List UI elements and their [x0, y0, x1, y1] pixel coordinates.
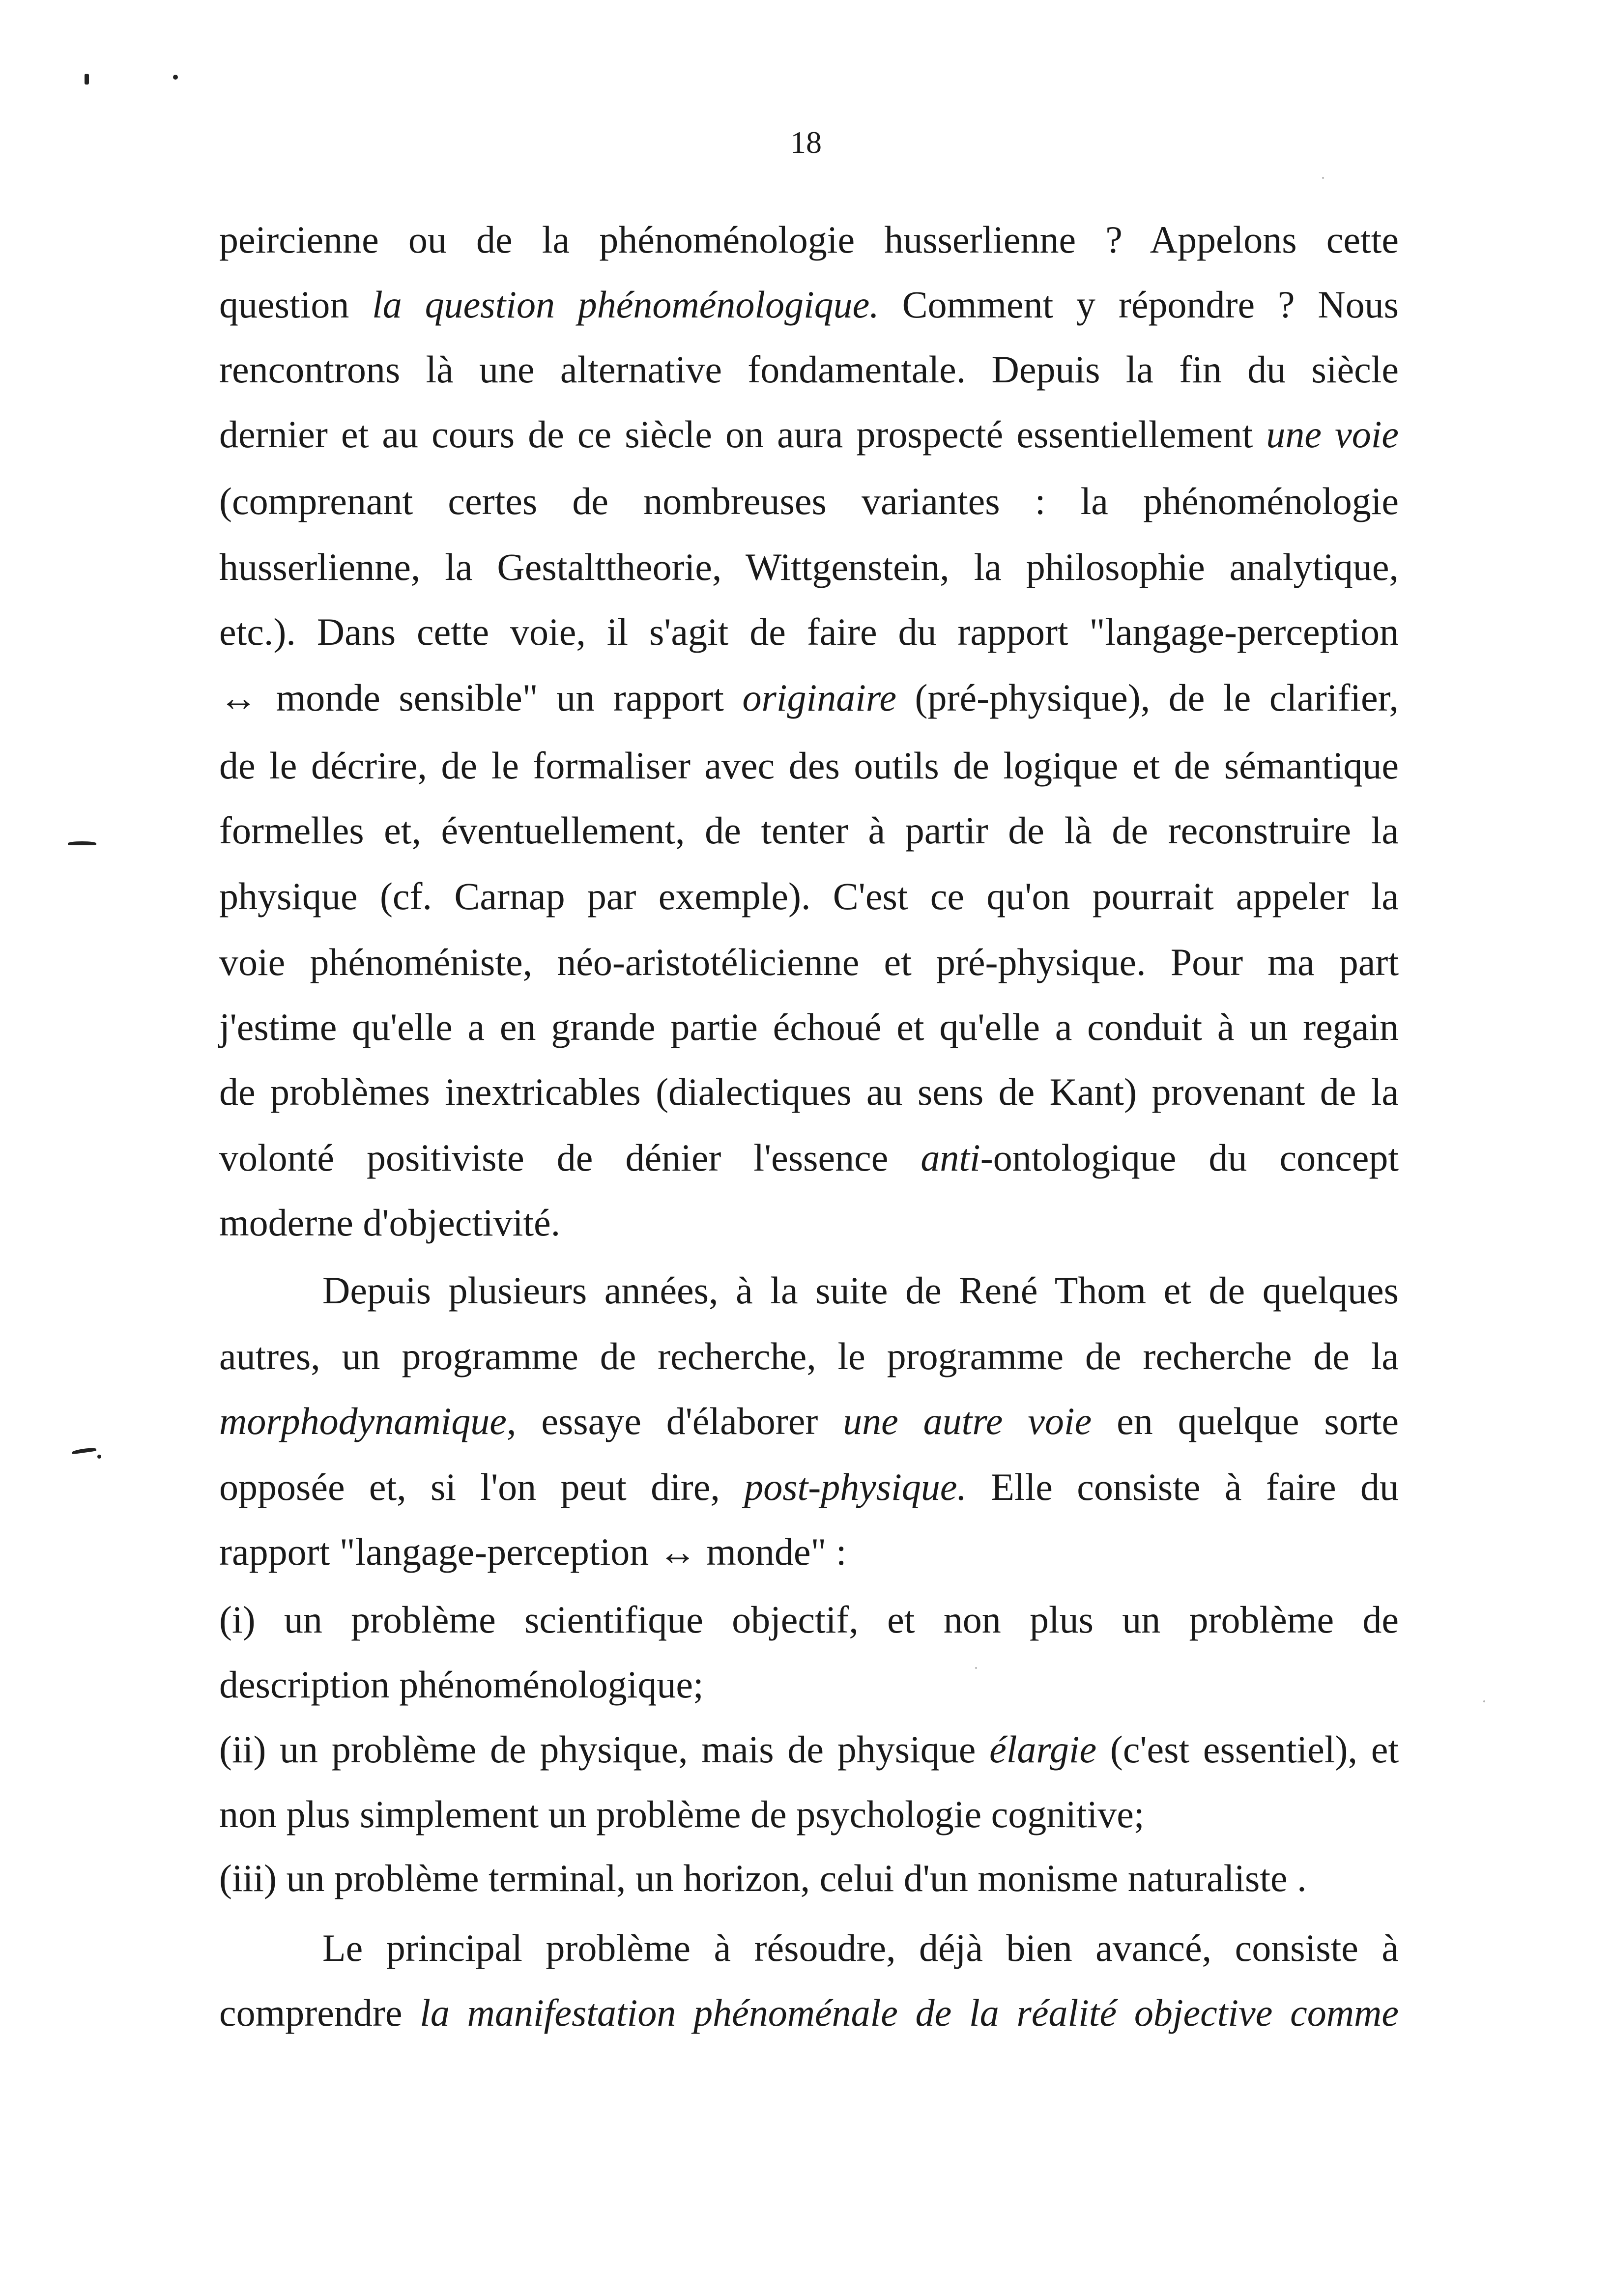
text-line — [219, 872, 1399, 921]
text-run: rencontrons là une alternative fondamentale. Depuis la fin du siècle — [219, 348, 1399, 391]
text-run: peircienne ou de la phénoménologie husserlienne ? Appelons cette — [219, 218, 1399, 261]
text-line — [219, 1854, 1399, 1903]
italic-text: morphodynamique — [219, 1400, 507, 1442]
italic-text: la question phénoménologique. — [372, 283, 879, 326]
text-run: de problèmes inextricables (dialectiques au sens de Kant) provenant de la — [219, 1070, 1399, 1113]
text-run: Le principal problème à résoudre, déjà bien avancé, consiste à — [322, 1926, 1399, 1969]
text-run: non plus simplement un problème de psychologie cognitive; — [219, 1793, 1145, 1836]
text-run: (ii) un problème de physique, mais de physique — [219, 1728, 990, 1771]
text-run: autres, un programme de recherche, le programme de recherche de la — [219, 1335, 1399, 1378]
text-run: , essaye d'élaborer — [506, 1400, 843, 1442]
text-line — [219, 673, 1399, 722]
scan-speck — [1322, 177, 1324, 179]
text-run: (c'est essentiel), et — [1096, 1728, 1399, 1771]
text-run: dernier et au cours de ce siècle on aura prospecté essentiellement — [219, 413, 1267, 456]
page-number: 18 — [790, 125, 822, 160]
text-line — [219, 1660, 1399, 1709]
text-run: moderne d'objectivité. — [219, 1201, 561, 1244]
text-run: voie phénoméniste, néo-aristotélicienne et pré-physique. Pour ma part — [219, 941, 1399, 983]
text-run: de le décrire, de le formaliser avec des outils de logique et de sémantique — [219, 744, 1399, 787]
text-run: j'estime qu'elle a en grande partie échoué et qu'elle a conduit à un regain — [219, 1005, 1399, 1048]
text-run: etc.). Dans cette voie, il s'agit de faire du rapport "langage-perception — [219, 610, 1399, 653]
text-line — [219, 1133, 1399, 1182]
text-line — [219, 1397, 1399, 1446]
text-line — [219, 806, 1399, 855]
scan-speck — [1483, 1700, 1485, 1702]
text-line — [219, 215, 1399, 264]
text-run: (i) un problème scientifique objectif, et non plus un problème de — [219, 1598, 1399, 1641]
text-run: ↔ monde sensible" un rapport — [219, 676, 743, 719]
text-line — [219, 1725, 1399, 1774]
margin-mark — [72, 1447, 97, 1455]
text-line — [219, 477, 1399, 526]
italic-text: anti — [921, 1136, 980, 1179]
text-run: opposée et, si l'on peut dire, — [219, 1465, 745, 1508]
text-line — [322, 1923, 1399, 1973]
text-line — [219, 1463, 1399, 1512]
text-run: description phénoménologique; — [219, 1663, 704, 1706]
text-line — [219, 1790, 1399, 1839]
text-run: en quelque sorte — [1092, 1400, 1399, 1442]
scan-mark — [173, 75, 178, 80]
italic-text: originaire — [742, 676, 896, 719]
text-line — [219, 1332, 1399, 1381]
text-run: question — [219, 283, 373, 326]
text-line — [219, 280, 1399, 329]
text-line — [219, 938, 1399, 987]
italic-text: une voie — [1266, 413, 1399, 456]
text-run: formelles et, éventuellement, de tenter à partir de là de reconstruire la — [219, 809, 1399, 852]
text-run: (comprenant certes de nombreuses variantes : la phénoménologie — [219, 480, 1399, 522]
text-run: -ontologique du concept — [980, 1136, 1399, 1179]
text-run: Comment y répondre ? Nous — [879, 283, 1399, 326]
text-line — [219, 1595, 1399, 1644]
italic-text: élargie — [989, 1728, 1097, 1771]
text-line — [219, 410, 1399, 459]
text-run: husserlienne, la Gestalttheorie, Wittgenstein, la philosophie analytique, — [219, 545, 1399, 588]
text-run: (iii) un problème terminal, un horizon, celui d'un monisme naturaliste . — [219, 1857, 1307, 1899]
text-run: Depuis plusieurs années, à la suite de René Thom et de quelques — [322, 1269, 1399, 1312]
text-line — [322, 1266, 1399, 1315]
italic-text: la manifestation phénoménale de la réalité objective comme — [420, 1991, 1399, 2034]
text-line — [219, 1067, 1399, 1117]
margin-mark — [68, 841, 96, 845]
margin-mark — [97, 1455, 101, 1459]
italic-text: une autre voie — [843, 1400, 1092, 1442]
italic-text: post-physique. — [744, 1465, 967, 1508]
text-line — [219, 741, 1399, 790]
text-line — [219, 1003, 1399, 1052]
text-line — [219, 1988, 1399, 2038]
scan-mark — [85, 74, 89, 85]
text-run: volonté positiviste de dénier l'essence — [219, 1136, 921, 1179]
text-run: Elle consiste à faire du — [966, 1465, 1399, 1508]
text-run: comprendre — [219, 1991, 420, 2034]
text-run: physique (cf. Carnap par exemple). C'est ce qu'on pourrait appeler la — [219, 875, 1399, 918]
text-line — [219, 1527, 1399, 1577]
text-line — [219, 607, 1399, 657]
text-line — [219, 543, 1399, 592]
text-line — [219, 345, 1399, 394]
text-run: rapport "langage-perception ↔ monde" : — [219, 1530, 847, 1573]
text-run: (pré-physique), de le clarifier, — [896, 676, 1399, 719]
text-line — [219, 1198, 1399, 1247]
